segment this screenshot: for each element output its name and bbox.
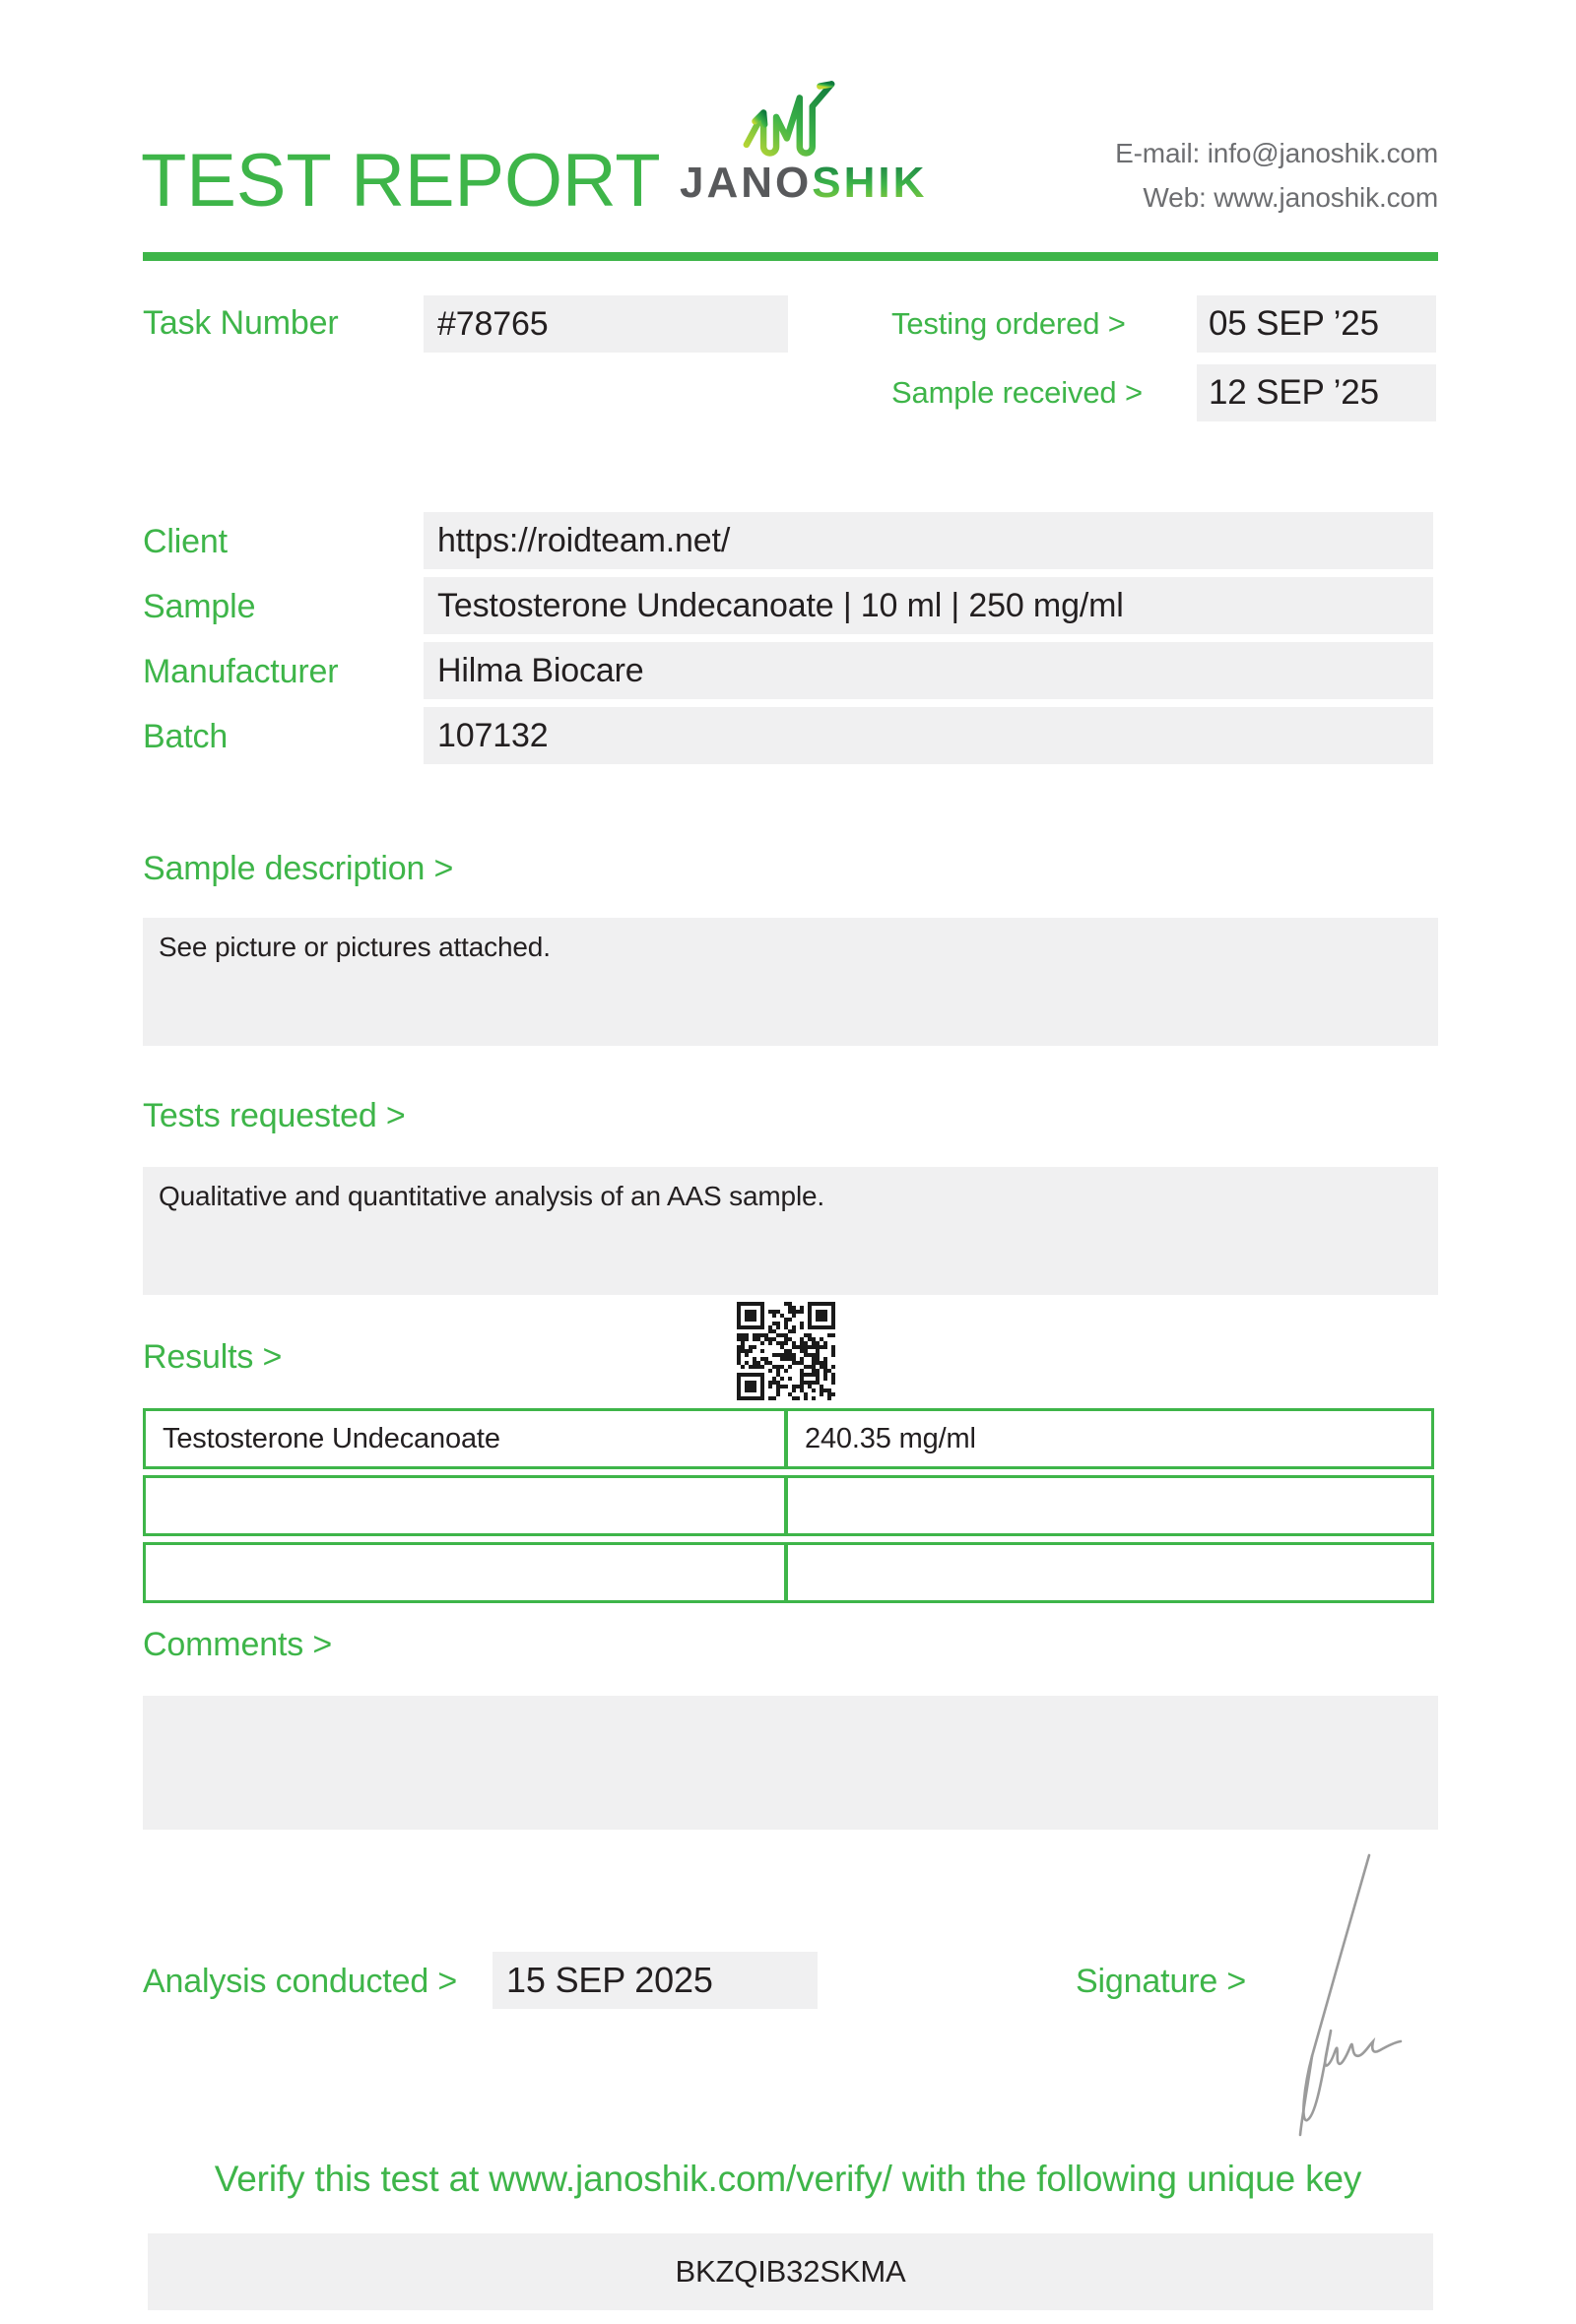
batch-box — [424, 707, 1433, 764]
client-value: https://roidteam.net/ — [437, 522, 731, 559]
signature-image — [1251, 1843, 1409, 2149]
manufacturer-value: Hilma Biocare — [437, 652, 644, 689]
comments-heading: Comments > — [143, 1626, 333, 1663]
sample-label: Sample — [143, 588, 256, 625]
result-cell — [788, 1478, 1431, 1533]
verify-text: Verify this test at www.janoshik.com/verify/ with the following unique key — [214, 2159, 1362, 2199]
sample-description-box — [143, 918, 1438, 1046]
batch-label: Batch — [143, 718, 229, 755]
result-row — [143, 1475, 1434, 1536]
comments-box — [143, 1696, 1438, 1830]
logo-wordmark — [680, 159, 928, 207]
client-box — [424, 512, 1433, 569]
tests-requested-box — [143, 1167, 1438, 1295]
sample-received-label: Sample received > — [891, 375, 1143, 410]
logo-word-green: SHIK — [812, 159, 928, 207]
comments-text — [143, 1696, 1438, 1723]
client-label: Client — [143, 523, 228, 560]
batch-value: 107132 — [437, 717, 549, 754]
testing-ordered-box — [1197, 295, 1436, 353]
unique-key-value: BKZQIB32SKMA — [675, 2254, 906, 2289]
result-cell: 240.35 mg/ml — [805, 1423, 976, 1454]
sample-description-heading: Sample description > — [143, 850, 454, 887]
sample-received-box — [1197, 364, 1436, 421]
task-number-label: Task Number — [143, 304, 339, 342]
contact-info — [1115, 132, 1438, 221]
testing-ordered-value: 05 SEP ’25 — [1209, 304, 1379, 343]
unique-key-box — [148, 2233, 1433, 2310]
sample-description-text: See picture or pictures attached. — [159, 932, 551, 962]
results-heading: Results > — [143, 1338, 283, 1376]
analysis-date-value: 15 SEP 2025 — [506, 1960, 713, 2000]
result-cell — [788, 1545, 1431, 1600]
janoshik-logo — [680, 79, 928, 207]
manufacturer-label: Manufacturer — [143, 653, 339, 690]
qr-code — [737, 1302, 835, 1400]
header-rule — [143, 252, 1438, 261]
tests-requested-text: Qualitative and quantitative analysis of an AAS sample. — [159, 1181, 825, 1211]
task-number-box — [424, 295, 788, 353]
manufacturer-box — [424, 642, 1433, 699]
contact-web: Web: www.janoshik.com — [1143, 181, 1438, 213]
sample-value: Testosterone Undecanoate | 10 ml | 250 mg/ml — [437, 587, 1124, 624]
analysis-conducted-label: Analysis conducted > — [143, 1963, 458, 2000]
testing-ordered-label: Testing ordered > — [891, 306, 1126, 341]
logo-word-gray: JANO — [680, 159, 813, 207]
result-row — [143, 1542, 1434, 1603]
signature-label: Signature > — [1076, 1963, 1247, 2000]
sample-box — [424, 577, 1433, 634]
contact-email: E-mail: info@janoshik.com — [1115, 138, 1438, 168]
results-table — [143, 1408, 1434, 1609]
task-number-value: #78765 — [437, 305, 549, 343]
result-row — [143, 1408, 1434, 1469]
analysis-date-box — [492, 1952, 818, 2009]
sample-received-row — [891, 364, 1436, 421]
testing-ordered-row — [891, 295, 1436, 353]
analyte-cell — [146, 1545, 788, 1600]
analyte-cell: Testosterone Undecanoate — [146, 1411, 788, 1466]
growth-chart-icon — [736, 79, 842, 160]
analyte-cell — [146, 1478, 788, 1533]
page-title: TEST REPORT — [141, 139, 661, 223]
tests-requested-heading: Tests requested > — [143, 1097, 406, 1134]
sample-received-value: 12 SEP ’25 — [1209, 373, 1379, 412]
